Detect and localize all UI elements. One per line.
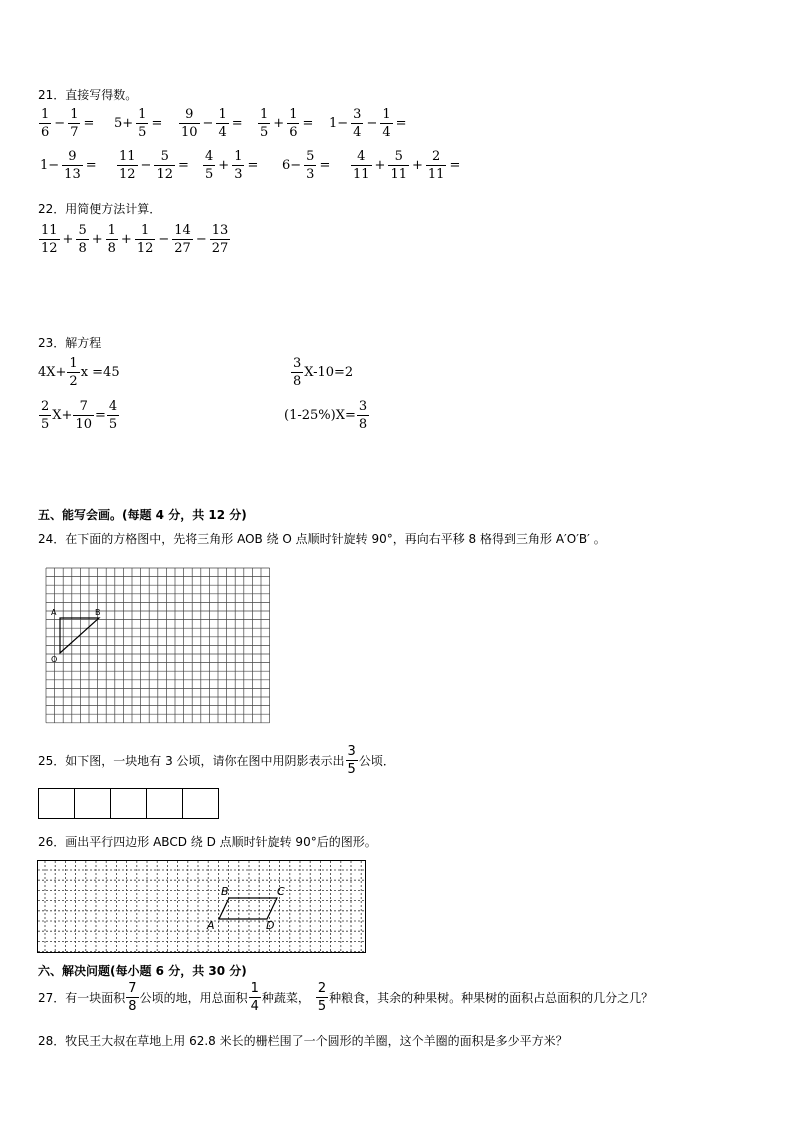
- arithmetic-item: [350, 150, 462, 181]
- equals-sign: =: [319, 158, 331, 173]
- eq1-prefix: 4X+: [38, 365, 67, 380]
- label-a: A: [207, 919, 215, 932]
- operator: +: [218, 158, 230, 173]
- fraction: $\frac{9}{13}$: [64, 149, 81, 182]
- q26-grid-figure: [37, 860, 367, 954]
- q27-pre: 27．有一块面积: [38, 991, 126, 1005]
- land-cell[interactable]: [110, 788, 147, 819]
- prefix: 1−: [329, 116, 349, 131]
- fraction: $\frac{3}{4}$: [353, 107, 362, 140]
- operator: −: [140, 158, 152, 173]
- q27-fraction-2: $\frac{1}{4}$: [250, 981, 259, 1014]
- equals-sign: =: [395, 116, 407, 131]
- operator: −: [158, 232, 170, 247]
- land-cell[interactable]: [74, 788, 111, 819]
- equals-sign: =: [231, 116, 243, 131]
- section-5-heading: 五、能写会画。(每题 4 分，共 12 分): [38, 508, 247, 522]
- eq3-fraction-1: $\frac{2}{5}$: [41, 399, 50, 432]
- operator: +: [412, 158, 423, 173]
- eq4-fraction: $\frac{3}{8}$: [358, 399, 368, 432]
- fraction: $\frac{2}{11}$: [427, 149, 445, 182]
- q22-expression: [38, 224, 231, 255]
- operator: +: [273, 116, 285, 131]
- eq4-prefix: (1-25%)X=: [284, 408, 356, 423]
- fraction: $\frac{1}{5}$: [260, 107, 269, 140]
- fraction: $\frac{5}{12}$: [156, 149, 173, 182]
- land-cell[interactable]: [146, 788, 183, 819]
- arithmetic-item: [178, 108, 245, 139]
- arithmetic-item: [38, 150, 99, 181]
- q24-grid-lines: [46, 568, 270, 723]
- eq2-suffix: X-10=2: [304, 365, 354, 380]
- eq3-fraction-3: $\frac{4}{5}$: [108, 399, 118, 432]
- eq3-fraction-2: $\frac{7}{10}$: [75, 399, 92, 432]
- q27-fraction-3: $\frac{2}{5}$: [317, 981, 327, 1014]
- label-b: B: [95, 608, 101, 617]
- q24-text: 24．在下面的方格图中，先将三角形 AOB 绕 O 点顺时针旋转 90°，再向右平移 8 格得到三角形 A′O′B′ 。: [38, 532, 606, 546]
- operator: −: [366, 116, 378, 131]
- equals-sign: =: [83, 116, 95, 131]
- q23-title: 23．解方程: [38, 336, 102, 350]
- q24-grid-figure: [42, 566, 272, 726]
- q23-equation-4: [284, 400, 370, 431]
- equals-sign: =: [449, 158, 461, 173]
- triangle-aob: [60, 618, 99, 653]
- operator: −: [195, 232, 207, 247]
- fraction: $\frac{1}{6}$: [289, 107, 298, 140]
- eq1-suffix: x =45: [80, 365, 120, 380]
- operator: +: [120, 232, 132, 247]
- label-o: O: [51, 655, 58, 664]
- eq3-equals: =: [94, 408, 106, 423]
- prefix: 6−: [282, 158, 302, 173]
- arithmetic-item: [116, 150, 191, 181]
- fraction: $\frac{13}{27}$: [211, 223, 229, 256]
- q27-text: [38, 982, 653, 1013]
- fraction: $\frac{1}{4}$: [382, 107, 391, 140]
- arithmetic-item: [202, 150, 260, 181]
- q27-mid2: 种蔬菜，: [261, 991, 310, 1005]
- q25-text: [38, 745, 395, 776]
- arithmetic-item: [257, 108, 315, 139]
- q23-equation-3: [38, 400, 120, 431]
- prefix: 1−: [40, 158, 60, 173]
- q22-title: 22．用简便方法计算．: [38, 202, 162, 216]
- arithmetic-item: [112, 108, 164, 139]
- eq3-mid: X+: [52, 408, 73, 423]
- land-cell[interactable]: [38, 788, 75, 819]
- equals-sign: =: [85, 158, 97, 173]
- operator: +: [91, 232, 103, 247]
- q26-grid-border: [38, 861, 366, 953]
- fraction: $\frac{9}{10}$: [181, 107, 198, 140]
- label-c: C: [277, 885, 285, 898]
- equals-sign: =: [302, 116, 314, 131]
- section-6-heading: 六、解决问题(每小题 6 分，共 30 分): [38, 964, 247, 978]
- fraction: $\frac{1}{8}$: [107, 223, 116, 256]
- q25-land-strip: [39, 788, 219, 819]
- fraction: $\frac{14}{27}$: [174, 223, 191, 256]
- fraction: $\frac{5}{3}$: [306, 149, 315, 182]
- q25-fraction: $\frac{3}{5}$: [347, 744, 356, 777]
- arithmetic-item: [38, 108, 96, 139]
- q26-text: 26．画出平行四边形 ABCD 绕 D 点顺时针旋转 90°后的图形。: [38, 835, 377, 849]
- land-cell[interactable]: [182, 788, 219, 819]
- eq2-fraction: $\frac{3}{8}$: [293, 356, 302, 389]
- fraction: $\frac{1}{3}$: [234, 149, 243, 182]
- operator: +: [62, 232, 74, 247]
- operator: −: [54, 116, 66, 131]
- q21-title: 21．直接写得数。: [38, 88, 138, 102]
- equals-sign: =: [247, 158, 259, 173]
- q26-grid-lines: [38, 861, 365, 952]
- arithmetic-item: [327, 108, 409, 139]
- label-d: D: [266, 919, 275, 932]
- fraction: $\frac{1}{5}$: [138, 107, 147, 140]
- parallelogram-abcd: [219, 898, 277, 919]
- operator: +: [374, 158, 386, 173]
- fraction: $\frac{1}{6}$: [41, 107, 50, 140]
- prefix: 5+: [114, 116, 134, 131]
- fraction: $\frac{1}{7}$: [70, 107, 79, 140]
- label-a: A: [51, 608, 57, 617]
- equals-sign: =: [178, 158, 189, 173]
- q27-fraction-1: $\frac{7}{8}$: [128, 981, 137, 1014]
- fraction: $\frac{11}{12}$: [119, 149, 136, 182]
- fraction: $\frac{5}{8}$: [78, 223, 87, 256]
- q27-mid1: 公顷的地，用总面积: [139, 991, 248, 1005]
- q28-text: 28．牧民王大叔在草地上用 62.8 米长的栅栏围了一个圆形的羊圈，这个羊圈的面积是多少平方米？: [38, 1034, 568, 1048]
- q23-equation-1: [38, 357, 120, 388]
- operator: −: [202, 116, 214, 131]
- arithmetic-item: [280, 150, 332, 181]
- q27-post: 种粮食，其余的种果树。种果树的面积占总面积的几分之几？: [329, 991, 654, 1005]
- fraction: $\frac{4}{11}$: [353, 149, 370, 182]
- q23-equation-2: [290, 357, 353, 388]
- fraction: $\frac{5}{11}$: [390, 149, 407, 182]
- q25-text-post: 公顷．: [358, 754, 395, 768]
- eq1-fraction: $\frac{1}{2}$: [69, 356, 78, 389]
- fraction: $\frac{4}{5}$: [205, 149, 214, 182]
- label-b: B: [221, 885, 229, 898]
- fraction: $\frac{1}{12}$: [136, 223, 154, 256]
- fraction: $\frac{1}{4}$: [218, 107, 227, 140]
- equals-sign: =: [151, 116, 163, 131]
- fraction: $\frac{11}{12}$: [41, 223, 58, 256]
- q25-text-pre: 25．如下图，一块地有 3 公顷，请你在图中用阴影表示出: [38, 754, 345, 768]
